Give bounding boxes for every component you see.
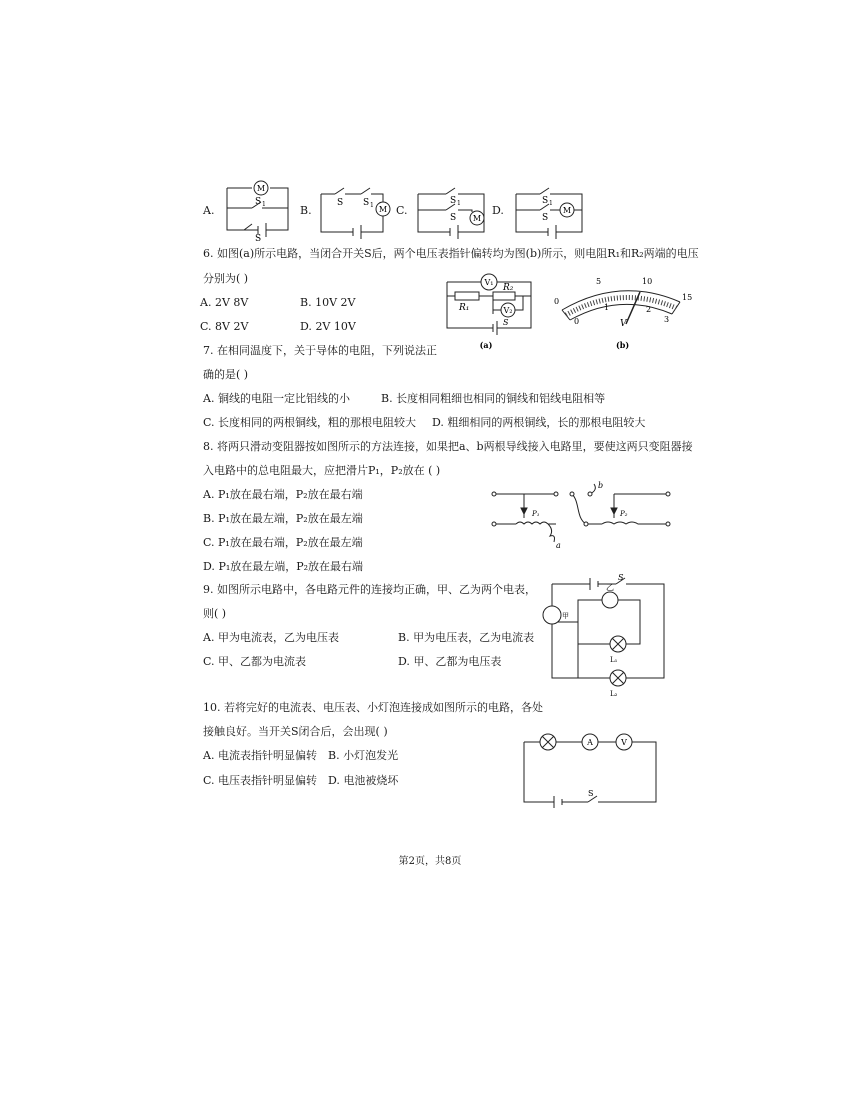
svg-text:M: M bbox=[472, 214, 482, 223]
q8-option-a: A. P₁放在最右端，P₂放在最右端 bbox=[203, 488, 363, 501]
q7-option-c: C. 长度相同的两根铜线，粗的那根电阻较大 bbox=[203, 416, 417, 429]
q10-circuit-figure bbox=[520, 730, 660, 810]
svg-text:a: a bbox=[556, 541, 561, 550]
svg-text:L₁: L₁ bbox=[610, 656, 618, 664]
svg-text:A: A bbox=[587, 738, 593, 747]
q10-option-d: D. 电池被烧坏 bbox=[328, 774, 399, 787]
q9-stem-line2: 则( ) bbox=[203, 607, 227, 620]
svg-text:P₂: P₂ bbox=[620, 510, 628, 518]
svg-text:1: 1 bbox=[262, 201, 266, 208]
svg-text:M: M bbox=[256, 184, 266, 193]
svg-text:S: S bbox=[363, 198, 370, 208]
svg-text:1: 1 bbox=[457, 200, 461, 207]
q10-stem-line1: 10. 若将完好的电流表、电压表、小灯泡连接成如图所示的电路，各处 bbox=[203, 701, 543, 714]
q9-circuit-figure bbox=[540, 572, 670, 700]
svg-text:1: 1 bbox=[604, 303, 610, 312]
q6-stem-line1: 6. 如图(a)所示电路，当闭合开关S后，两个电压表指针偏转均为图(b)所示，则电阻R₁和R₂两端的电压 bbox=[203, 247, 699, 260]
q5-option-c-label: C. bbox=[396, 204, 408, 217]
svg-text:L₂: L₂ bbox=[610, 690, 618, 698]
svg-text:S: S bbox=[450, 196, 457, 206]
q6-figure-b-voltmeter bbox=[548, 272, 698, 350]
q7-stem-line1: 7. 在相同温度下，关于导体的电阻，下列说法正 bbox=[203, 344, 437, 357]
svg-text:5: 5 bbox=[596, 277, 602, 286]
q8-stem-line1: 8. 将两只滑动变阻器按如图所示的方法连接，如果把a、b两根导线接入电路里，要使这两只变阻器接 bbox=[203, 440, 693, 453]
q10-stem-line2: 接触良好。当开关S闭合后，会出现( ) bbox=[203, 725, 388, 738]
q9-option-c: C. 甲、乙都为电流表 bbox=[203, 655, 307, 668]
q6-option-a: A. 2V 8V bbox=[200, 296, 249, 309]
svg-text:0: 0 bbox=[554, 297, 560, 306]
svg-text:V₁: V₁ bbox=[484, 278, 494, 287]
q10-option-b: B. 小灯泡发光 bbox=[328, 749, 399, 762]
q7-option-a: A. 铜线的电阻一定比铝线的小 bbox=[203, 392, 350, 405]
q8-option-b: B. P₁放在最左端，P₂放在最左端 bbox=[203, 512, 363, 525]
q7-stem-line2: 确的是( ) bbox=[203, 368, 249, 381]
q9-option-d: D. 甲、乙都为电压表 bbox=[398, 655, 502, 668]
q7-option-d: D. 粗细相同的两根铜线，长的那根电阻较大 bbox=[432, 416, 646, 429]
svg-text:1: 1 bbox=[549, 200, 553, 207]
svg-text:M: M bbox=[378, 205, 388, 214]
svg-text:S: S bbox=[450, 213, 457, 223]
q6-option-d: D. 2V 10V bbox=[300, 320, 356, 333]
q5-option-d-label: D. bbox=[492, 204, 504, 217]
q6-stem-line2: 分别为( ) bbox=[203, 272, 249, 285]
svg-text:0: 0 bbox=[574, 317, 580, 326]
q8-stem-line2: 入电路中的总电阻最大，应把滑片P₁，P₂放在 ( ) bbox=[203, 464, 441, 477]
page-footer: 第2页，共8页 bbox=[398, 856, 462, 867]
svg-text:S: S bbox=[255, 197, 262, 207]
q5-circuit-c bbox=[414, 182, 490, 238]
svg-text:2: 2 bbox=[646, 305, 652, 314]
svg-text:3: 3 bbox=[664, 315, 670, 324]
q9-stem-line1: 9. 如图所示电路中，各电路元件的连接均正确，甲、乙为两个电表， bbox=[203, 583, 536, 596]
svg-text:V: V bbox=[620, 319, 627, 329]
q6-option-c: C. 8V 2V bbox=[200, 320, 249, 333]
q10-option-a: A. 电流表指针明显偏转 bbox=[203, 749, 317, 762]
q8-rheostat-figure bbox=[490, 482, 670, 550]
q10-option-c: C. 电压表指针明显偏转 bbox=[203, 774, 318, 787]
q8-option-d: D. P₁放在最左端，P₂放在最右端 bbox=[203, 560, 364, 573]
svg-text:V₂: V₂ bbox=[503, 306, 513, 315]
svg-text:15: 15 bbox=[682, 293, 693, 302]
q5-circuit-b bbox=[317, 182, 389, 238]
q5-option-a-label: A. bbox=[203, 204, 215, 217]
svg-text:V: V bbox=[621, 738, 627, 747]
q9-option-b: B. 甲为电压表，乙为电流表 bbox=[398, 631, 535, 644]
q8-option-c: C. P₁放在最右端，P₂放在最左端 bbox=[203, 536, 363, 549]
svg-text:b: b bbox=[598, 481, 604, 490]
q9-option-a: A. 甲为电流表，乙为电压表 bbox=[203, 631, 339, 644]
svg-text:R₁: R₁ bbox=[459, 303, 470, 313]
svg-text:S: S bbox=[337, 198, 344, 208]
svg-text:(b): (b) bbox=[616, 340, 630, 350]
svg-text:S: S bbox=[588, 789, 594, 798]
svg-text:S: S bbox=[255, 234, 262, 244]
q5-option-b-label: B. bbox=[300, 204, 312, 217]
svg-text:10: 10 bbox=[642, 277, 653, 286]
svg-text:R₂: R₂ bbox=[503, 283, 514, 293]
svg-text:乙: 乙 bbox=[606, 583, 614, 592]
svg-text:甲: 甲 bbox=[562, 612, 569, 620]
q6-option-b: B. 10V 2V bbox=[300, 296, 356, 309]
q6-figure-a-circuit bbox=[443, 270, 535, 350]
svg-text:S: S bbox=[503, 318, 509, 327]
svg-text:(a): (a) bbox=[479, 340, 493, 350]
svg-text:S: S bbox=[618, 573, 624, 582]
svg-text:P₁: P₁ bbox=[532, 510, 540, 518]
svg-text:M: M bbox=[562, 206, 572, 215]
q5-circuit-a bbox=[222, 178, 292, 244]
q7-option-b: B. 长度相同粗细也相同的铜线和铝线电阻相等 bbox=[381, 392, 606, 405]
q5-circuit-d bbox=[512, 182, 588, 238]
svg-text:S: S bbox=[542, 213, 549, 223]
svg-text:S: S bbox=[542, 196, 549, 206]
svg-text:1: 1 bbox=[370, 202, 374, 209]
